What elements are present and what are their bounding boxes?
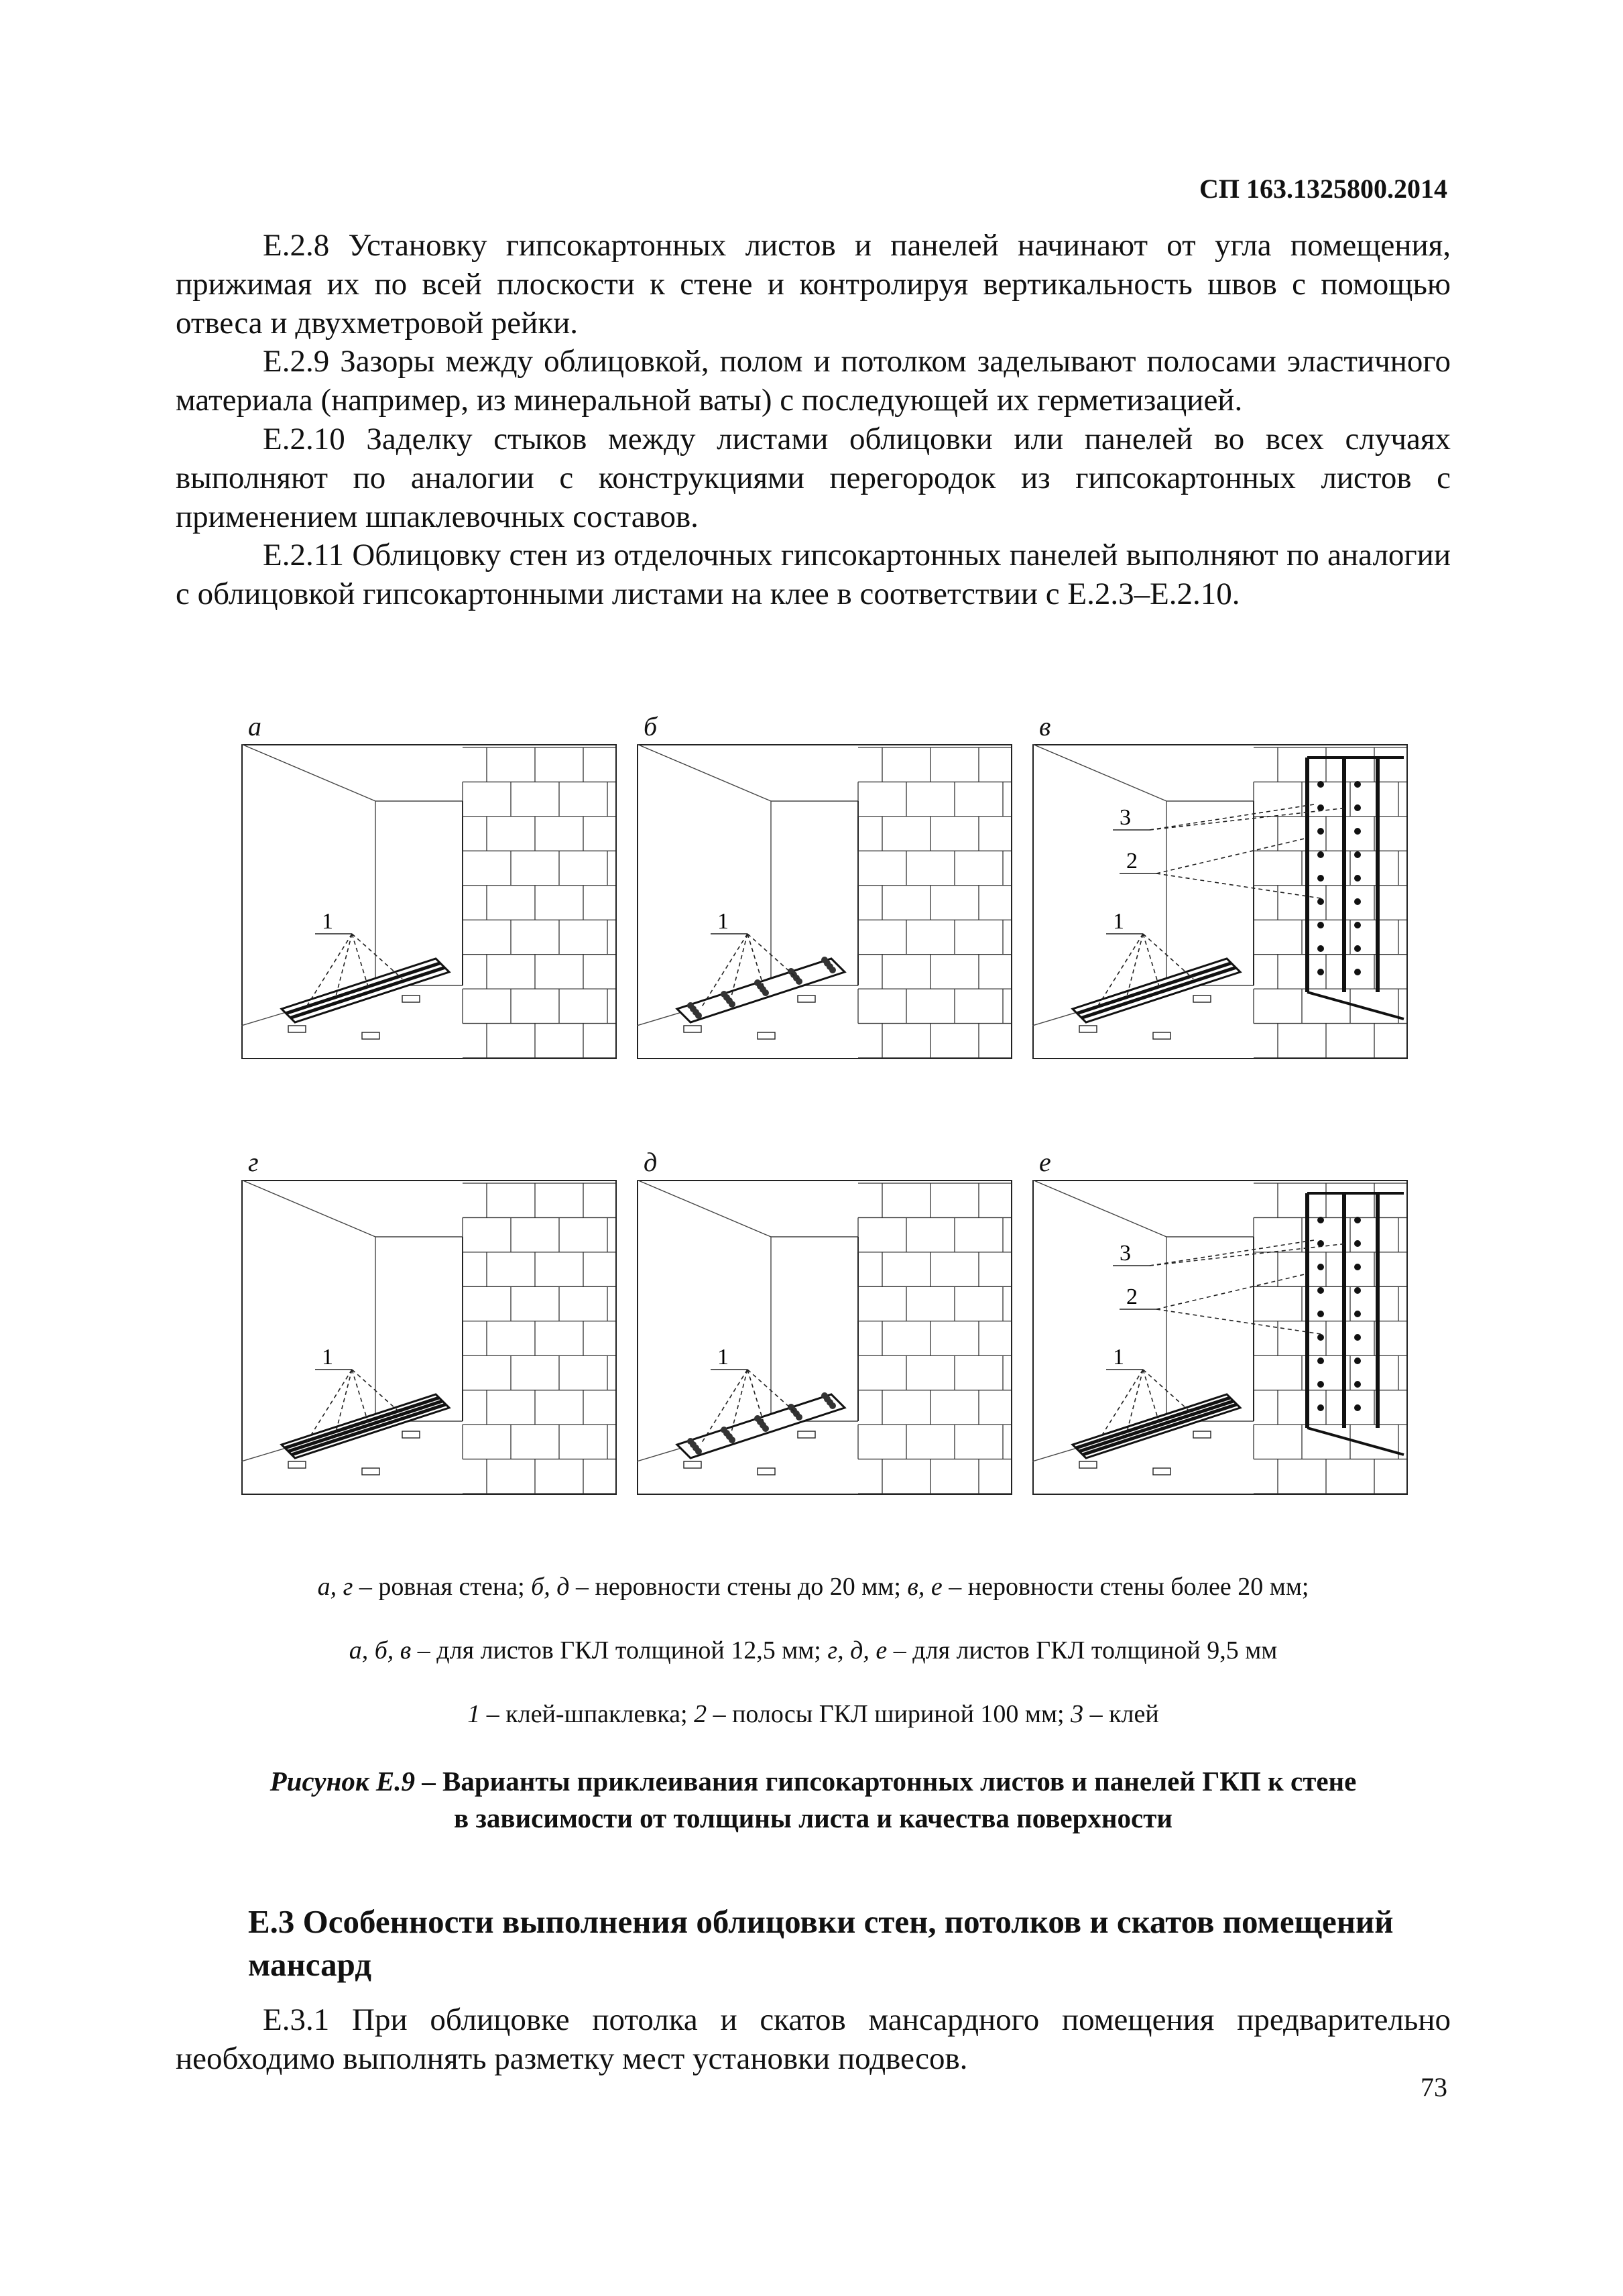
figure-panel — [241, 744, 617, 1059]
legend-segment: – клей — [1083, 1700, 1159, 1728]
panel-letter: а — [248, 711, 261, 741]
legend-segment: б, д — [531, 1573, 570, 1601]
legend-line-3 — [176, 1699, 1451, 1729]
figure-panel — [241, 1180, 617, 1495]
legend-segment: – полосы ГКЛ шириной 100 мм; — [707, 1700, 1071, 1728]
figure-title-line2: в зависимости от толщины листа и качества поверхности — [454, 1803, 1173, 1834]
callout-label: 3 — [1120, 1241, 1131, 1266]
figure-panel — [1032, 744, 1408, 1059]
document-code: СП 163.1325800.2014 — [1199, 174, 1447, 204]
legend-line-1 — [176, 1572, 1451, 1602]
paragraph-e-2-10: Е.2.10 Заделку стыков между листами облицовки или панелей во всех случаях выполняют по аналогии с конструкциями перегородок из гипсокартонных листов с применением шпаклевочных составов. — [176, 421, 1451, 534]
section-body — [176, 2001, 1451, 2079]
legend-segment: г, д, е — [827, 1636, 888, 1665]
legend-segment: – для листов ГКЛ толщиной 12,5 мм; — [411, 1636, 828, 1665]
paragraph-e-2-8: Е.2.8 Установку гипсокартонных листов и панелей начинают от угла помещения, прижимая их по всей плоскости к стене и контролируя вертикальность швов с помощью отвеса и двухметровой рейки. — [176, 228, 1451, 341]
paragraph-e-2-11: Е.2.11 Облицовку стен из отделочных гипсокартонных панелей выполняют по аналогии с облицовкой гипсокартонными листами на клее в соответствии с Е.2.3–Е.2.10. — [176, 538, 1451, 612]
callout-label: 2 — [1126, 849, 1138, 873]
legend-segment: 1 — [467, 1700, 481, 1728]
figure-panel — [637, 744, 1012, 1059]
callout-label: 1 — [717, 909, 729, 934]
panel-letter: д — [644, 1147, 658, 1177]
panel-letter: в — [1039, 711, 1051, 741]
callout-label: 1 — [322, 909, 333, 934]
callout-label: 2 — [1126, 1284, 1138, 1309]
legend-segment: – клей-шпаклевка; — [480, 1700, 695, 1728]
figure-e-9 — [241, 707, 1448, 1545]
legend-segment: – неровности стены более 20 мм; — [942, 1573, 1309, 1601]
panel-letter: г — [248, 1147, 259, 1177]
figure-panel — [1032, 1180, 1408, 1495]
figure-title-text: – Варианты приклеивания гипсокартонных листов и панелей ГКП к стене — [414, 1766, 1357, 1797]
legend-line-2 — [176, 1636, 1451, 1665]
figure-title — [176, 1763, 1451, 1837]
paragraph-e-3-1: Е.3.1 При облицовке потолка и скатов мансардного помещения предварительно необходимо выполнять разметку мест установки подвесов. — [176, 2002, 1451, 2076]
legend-segment: – неровности стены до 20 мм; — [569, 1573, 908, 1601]
legend-segment: а, г — [317, 1573, 353, 1601]
page-number: 73 — [1421, 2072, 1447, 2102]
panel-letter: е — [1039, 1147, 1051, 1177]
callout-label: 3 — [1120, 805, 1131, 830]
callout-label: 1 — [1113, 1345, 1124, 1370]
callout-label: 1 — [1113, 909, 1124, 934]
legend-segment: – ровная стена; — [353, 1573, 532, 1601]
legend-segment: 2 — [694, 1700, 707, 1728]
figure-label: Рисунок Е.9 — [269, 1766, 415, 1797]
legend-segment: а, б, в — [349, 1636, 412, 1665]
legend-segment: 3 — [1071, 1700, 1084, 1728]
figure-panel — [637, 1180, 1012, 1495]
callout-label: 1 — [717, 1345, 729, 1370]
legend-segment: в, е — [907, 1573, 943, 1601]
callout-label: 1 — [322, 1345, 333, 1370]
paragraph-e-2-9: Е.2.9 Зазоры между облицовкой, полом и потолком заделывают полосами эластичного материала (например, из минеральной ваты) с последующей их герметизацией. — [176, 344, 1451, 418]
section-heading: Е.3 Особенности выполнения облицовки стен, потолков и скатов помещений мансард — [248, 1903, 1394, 1983]
panel-letter: б — [644, 711, 658, 741]
legend-segment: – для листов ГКЛ толщиной 9,5 мм — [887, 1636, 1278, 1665]
body-text — [176, 227, 1451, 614]
